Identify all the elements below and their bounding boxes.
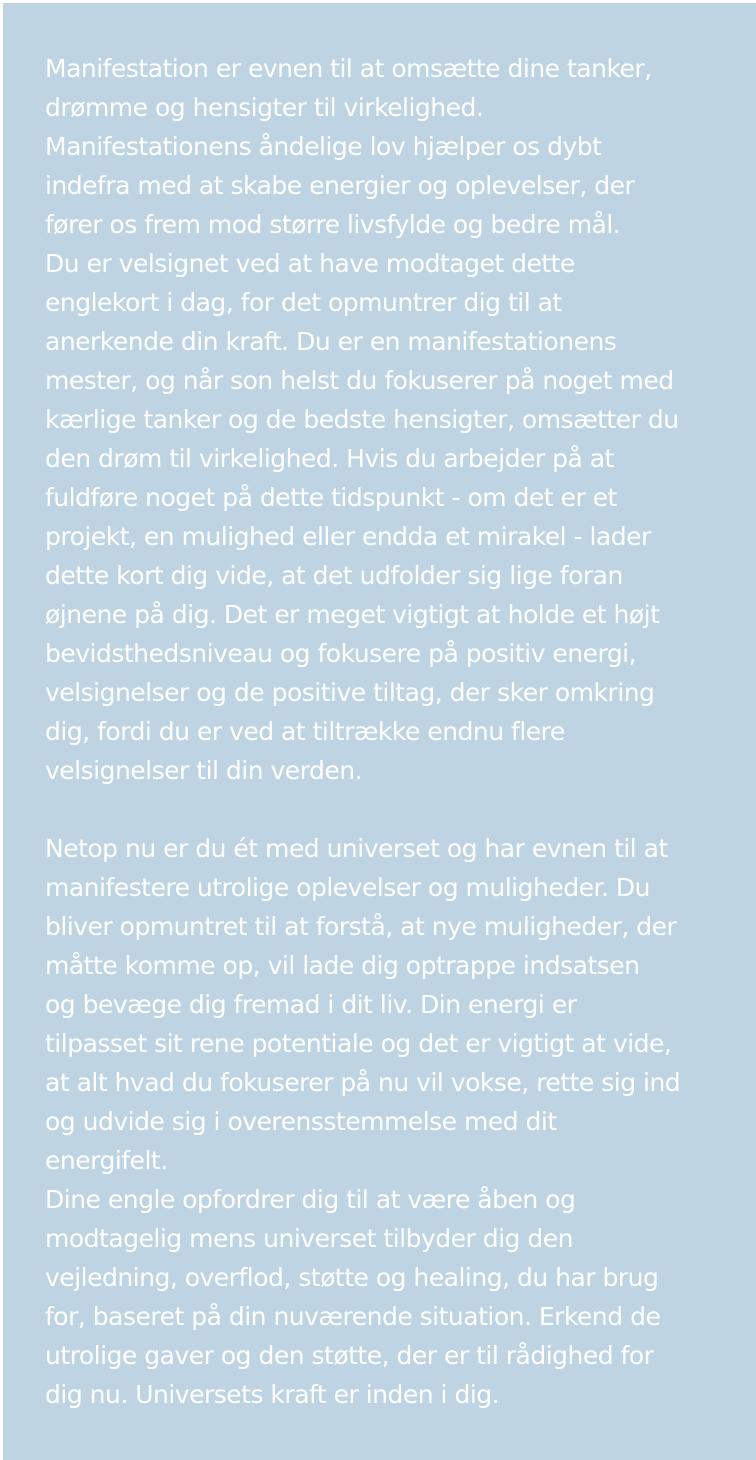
paragraph-universe: Netop nu er du ét med universet og har evnen til at manifestere utrolige oplevelser og muligheder. Du bliver opmuntret til at forstå, at nye muligheder, der måtte komme op, vil lade dig optrappe indsatsen og bevæge dig fremad i dit liv. Din energi er tilpasset sit rene potentiale og det er vigtigt at vide, at alt hvad du fokuserer på nu vil vokse, rette sig ind og udvide sig i overensstemmelse med dit energifelt. Dine engle opfordrer dig til at være åben og modtagelig mens universet tilbyder dig den vejledning, overflod, støtte og healing, du har brug for, baseret på din nuværende situation. Erkend de utrolige gaver og den støtte, der er til rådighed for dig nu. Universets kraft er inden i dig. — [45, 834, 681, 1409]
paragraph-manifestation: Manifestation er evnen til at omsætte dine tanker, drømme og hensigter til virkelighed. Manifestationens åndelige lov hjælper os dybt indefra med at skabe energier og oplevelser, der fører os frem mod større livsfylde og bedre mål. Du er velsignet ved at have modtaget dette englekort i dag, for det opmuntrer dig til at anerkende din kraft. Du er en manifestationens mester, og når son helst du fokuserer på noget med kærlige tanker og de bedste hensigter, omsætter du den drøm til virkelighed. Hvis du arbejder på at fuldføre noget på dette tidspunkt - om det er et projekt, en mulighed eller endda et mirakel - lader dette kort dig vide, at det udfolder sig lige foran øjnene på dig. Det er meget vigtigt at holde et højt bevidsthedsniveau og fokusere på positiv energi, velsignelser og de positive tiltag, der sker omkring dig, fordi du er ved at tiltrække endnu flere velsignelser til din verden. — [45, 54, 679, 785]
message-card — [3, 3, 756, 1460]
paragraph-spacer — [45, 790, 736, 829]
